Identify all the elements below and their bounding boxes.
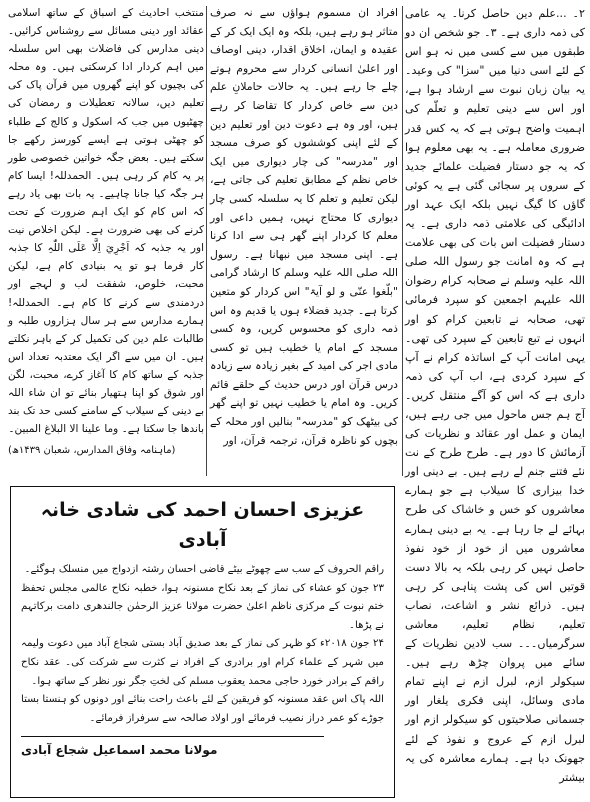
announcement-paragraph: اللہ پاک اس عقد مسنونہ کو فریقین کے لئے باعث راحت بنائے اور دونوں کو ہنستا بستا جوڑے کو عمر دراز نصیب فرمائے اور اولاد صالحہ سے سرفراز فرمائے۔ — [21, 694, 384, 724]
announcement-paragraph: ۲۳ جون کو عشاء کی نماز کے بعد نکاح مسنونہ ہوا، خطبہ نکاح عالمی مجلس تحفظ ختم نبوت کے مرکزی ناظم اعلیٰ حضرت مولانا عزیز الرحمٰن جالندھری دامت برکاتہم نے پڑھا۔ — [21, 582, 384, 631]
announcement-paragraph: ۲۴ جون ۲۰۱۸ء کو ظہر کی نماز کے بعد صدیق آباد بستی شجاع آباد میں دعوت ولیمہ میں شہر کے علماء کرام اور برادری کے افراد نے کثرت سے شرکت کی۔ عقد نکاح راقم کے برادر خورد حاجی محمد یعقوب مسلم کی لختِ جگر نور نظر کے ساتھ ہوا۔ — [21, 638, 384, 687]
announcement-paragraph: راقم الحروف کے سب سے چھوٹے بیٹے قاضی احسان رشتہ ازدواج میں منسلک ہوگئے۔ — [24, 564, 384, 575]
wedding-announcement-box — [10, 486, 395, 798]
signature-divider — [21, 736, 324, 737]
announcement-signature: مولانا محمد اسماعیل شجاع آبادی — [21, 743, 218, 758]
announcement-title: عزیزی احسان احمد کی شادی خانہ آبادی — [40, 499, 365, 551]
article-column-left — [8, 4, 204, 460]
column-text: افراد ان مسموم ہواؤں سے نہ صرف متاثر ہو رہے ہیں، بلکہ وہ ایک ایک کر کے عقیدہ و ایمان، اخلاق اقدار، دینی اوصاف اور اعلیٰ انسانی کردار سے محروم ہوتے چلے جا رہے ہیں۔ یہ حالات حاملانِ علم دین سے خاص کردار کا تقاضا کر رہے ہیں، اور وہ ہے دعوت دین اور تعلیم دین کے لئے اپنی کوششوں کو صرف مسجد اور "مدرسہ" کی چار دیواری میں ایک خاص نظم کے مطابق تعلیم کی جاتی ہے، لیکن تعلیم و تعلم کا یہ سلسلہ کسی چار دیواری کا محتاج نہیں، ہمیں داعی اور معلم کا کردار اپنے گھر ہی سے ادا کرنا ہے۔ اپنی مسجد میں نبھانا ہے۔ رسول اللہ صلی اللہ علیہ وسلم کا ارشاد گرامی "بلّغوا عنّی و لو آیۃ" اس کردار کو متعین کرتا ہے۔ جدید فضلاء ہوں یا قدیم وہ اس ذمہ داری کو محسوس کریں، وہ کسی مسجد کے امام یا خطیب ہیں تو کسی مادی اجر کی امید کے بغیر زیادہ سے زیادہ درس قرآن اور درس حدیث کے حلقے قائم کریں۔ وہ امام یا خطیب نہیں تو اپنے گھر کی بیٹھک کو "مدرسہ" بنالیں اور محلہ کے بچوں کو ناظرہ قرآن، ترجمہ قرآن، اور — [210, 6, 398, 447]
column-text: منتخب احادیث کے اسباق کے ساتھ اسلامی عقائد اور دینی مسائل سے روشناس کرائیں۔ دینی مدارس کی فاضلات بھی اس سلسلہ میں اہم کردار ادا کرسکتی ہیں۔ وہ محلہ کی بچیوں کو اپنے گھروں میں قرآن پاک کی تعلیم دیں، سالانہ تعطیلات و رمضان کی چھٹیوں میں جب کہ اسکول و کالج کے طلباء کو چھٹی ہوتی ہے ایسے کورسز رکھے جا سکتے ہیں۔ بعض جگہ خواتین خصوصی طور پر یہ کام کر رہی ہیں۔ الحمدللہ! ایسا کام ہر جگہ کیا جانا چاہیے۔ یہ بات بھی یاد رہے کہ اس کام کو ایک اہم ضرورت کے تحت کرنے کی بھی ضرورت ہے۔ لیکن اخلاص نیت اور یہ جذبہ کہ اَجْرِيَ اِلَّا عَلَى اللّٰہِ کا جذبہ کار فرما ہو تو یہ بنیادی کام ہے، لیکن محبت، خلوص، شفقت لب و لہجے اور دردمندی سے کرنے کا کام ہے۔ الحمدللہ! ہمارے مدارس سے ہر سال ہزاروں طلبہ و طالبات علم دین کی تکمیل کر کے باہر نکلتے ہیں۔ ان میں سے اگر ایک معتدبہ تعداد اس جذبہ کے ساتھ کام کا آغاز کرے، محبت، لگن اور شوق کو اپنا ہتھیار بنائے تو ان شاء اللہ بے دینی کے سیلاب کے سامنے کسی حد تک بند باندھا جا سکتا ہے۔ وما علینا الا البلاغ المبین۔ — [8, 7, 204, 436]
source-citation: (ماہنامہ وفاق المدارس، شعبان ۱۴۳۹ھ) — [8, 445, 176, 457]
column-text: ۲۔ ...علم دین حاصل کرنا۔ یہ عامی کی ذمہ داری ہے۔ ۳۔ جو شخص ان دو طبقوں میں سے کسی میں نہ ہو اس کے لئے اسی دنیا میں "سزا" کی وعید۔ یہ بیان زبان نبوت سے ارشاد ہوا ہے، اور اس سے دینی تعلیم و تعلّم کی اہمیت واضح ہوتی ہے کہ یہ کس قدر ضروری معاملہ ہے۔ یہ بھی معلوم ہوا کہ یہ جو دستار فضیلت علمائے جدید کے سروں پر سجائی گئی ہے یہ کوئی گاؤں کا گیگ نہیں بلکہ ایک عہد اور ادائیگی کی علامتی ذمہ داری ہے۔ یہ دستار فضیلت اس بات کی بھی علامت ہے کہ وہ امانت جو رسول اللہ صلی اللہ علیہ وسلم نے صحابہ کرام رضوان اللہ علیہم اجمعین کو سپرد فرمائی تھی، صحابہ نے تابعین کرام کو اور انہوں نے تبع تابعین کے سپرد کی تھی۔ یہی امانت آپ کے اساتذہ کرام نے آپ کے سپرد کردی ہے، اب آپ کی ذمہ داری ہے کہ اس کو آگے منتقل کریں۔ آج ہم جس ماحول میں جی رہے ہیں، ایمان و عمل اور عقائد و نظریات کی آزمائش کا دور ہے۔ طرح طرح کے نت نئے فتنے جنم لے رہے ہیں۔ بے دینی اور خدا بیزاری کا سیلاب ہے جو ہمارے معاشروں کو خس و خاشاک کی طرح بہائے لے جا رہا ہے۔ یہ بے دینی ہمارے معاشروں میں از خود از خود نفوذ حاصل نہیں کر رہی بلکہ یہ بالا دست قوتیں اس کی پشت پناہی کر رہی ہیں۔ ذرائع نشر و اشاعت، نصاب تعلیم، نظام تعلیم، معاشی سرگرمیاں۔۔۔ سب لادین نظریات کے سائے میں پروان چڑھ رہے ہیں۔ سیکولر ازم، لبرل ازم نے اپنے تمام مادی وسائل، اپنی فکری یلغار اور جسمانی صلاحیتوں کو سیکولر ازم اور لبرل ازم کے عروج و نفوذ کے لئے جھونک دیا ہے۔ ہمارے معاشرہ کی یہ بیشتر — [405, 7, 585, 784]
column-divider — [206, 6, 207, 476]
column-divider — [402, 6, 403, 476]
article-column-right — [405, 4, 585, 787]
article-column-middle — [210, 4, 398, 450]
announcement-body — [21, 561, 384, 728]
